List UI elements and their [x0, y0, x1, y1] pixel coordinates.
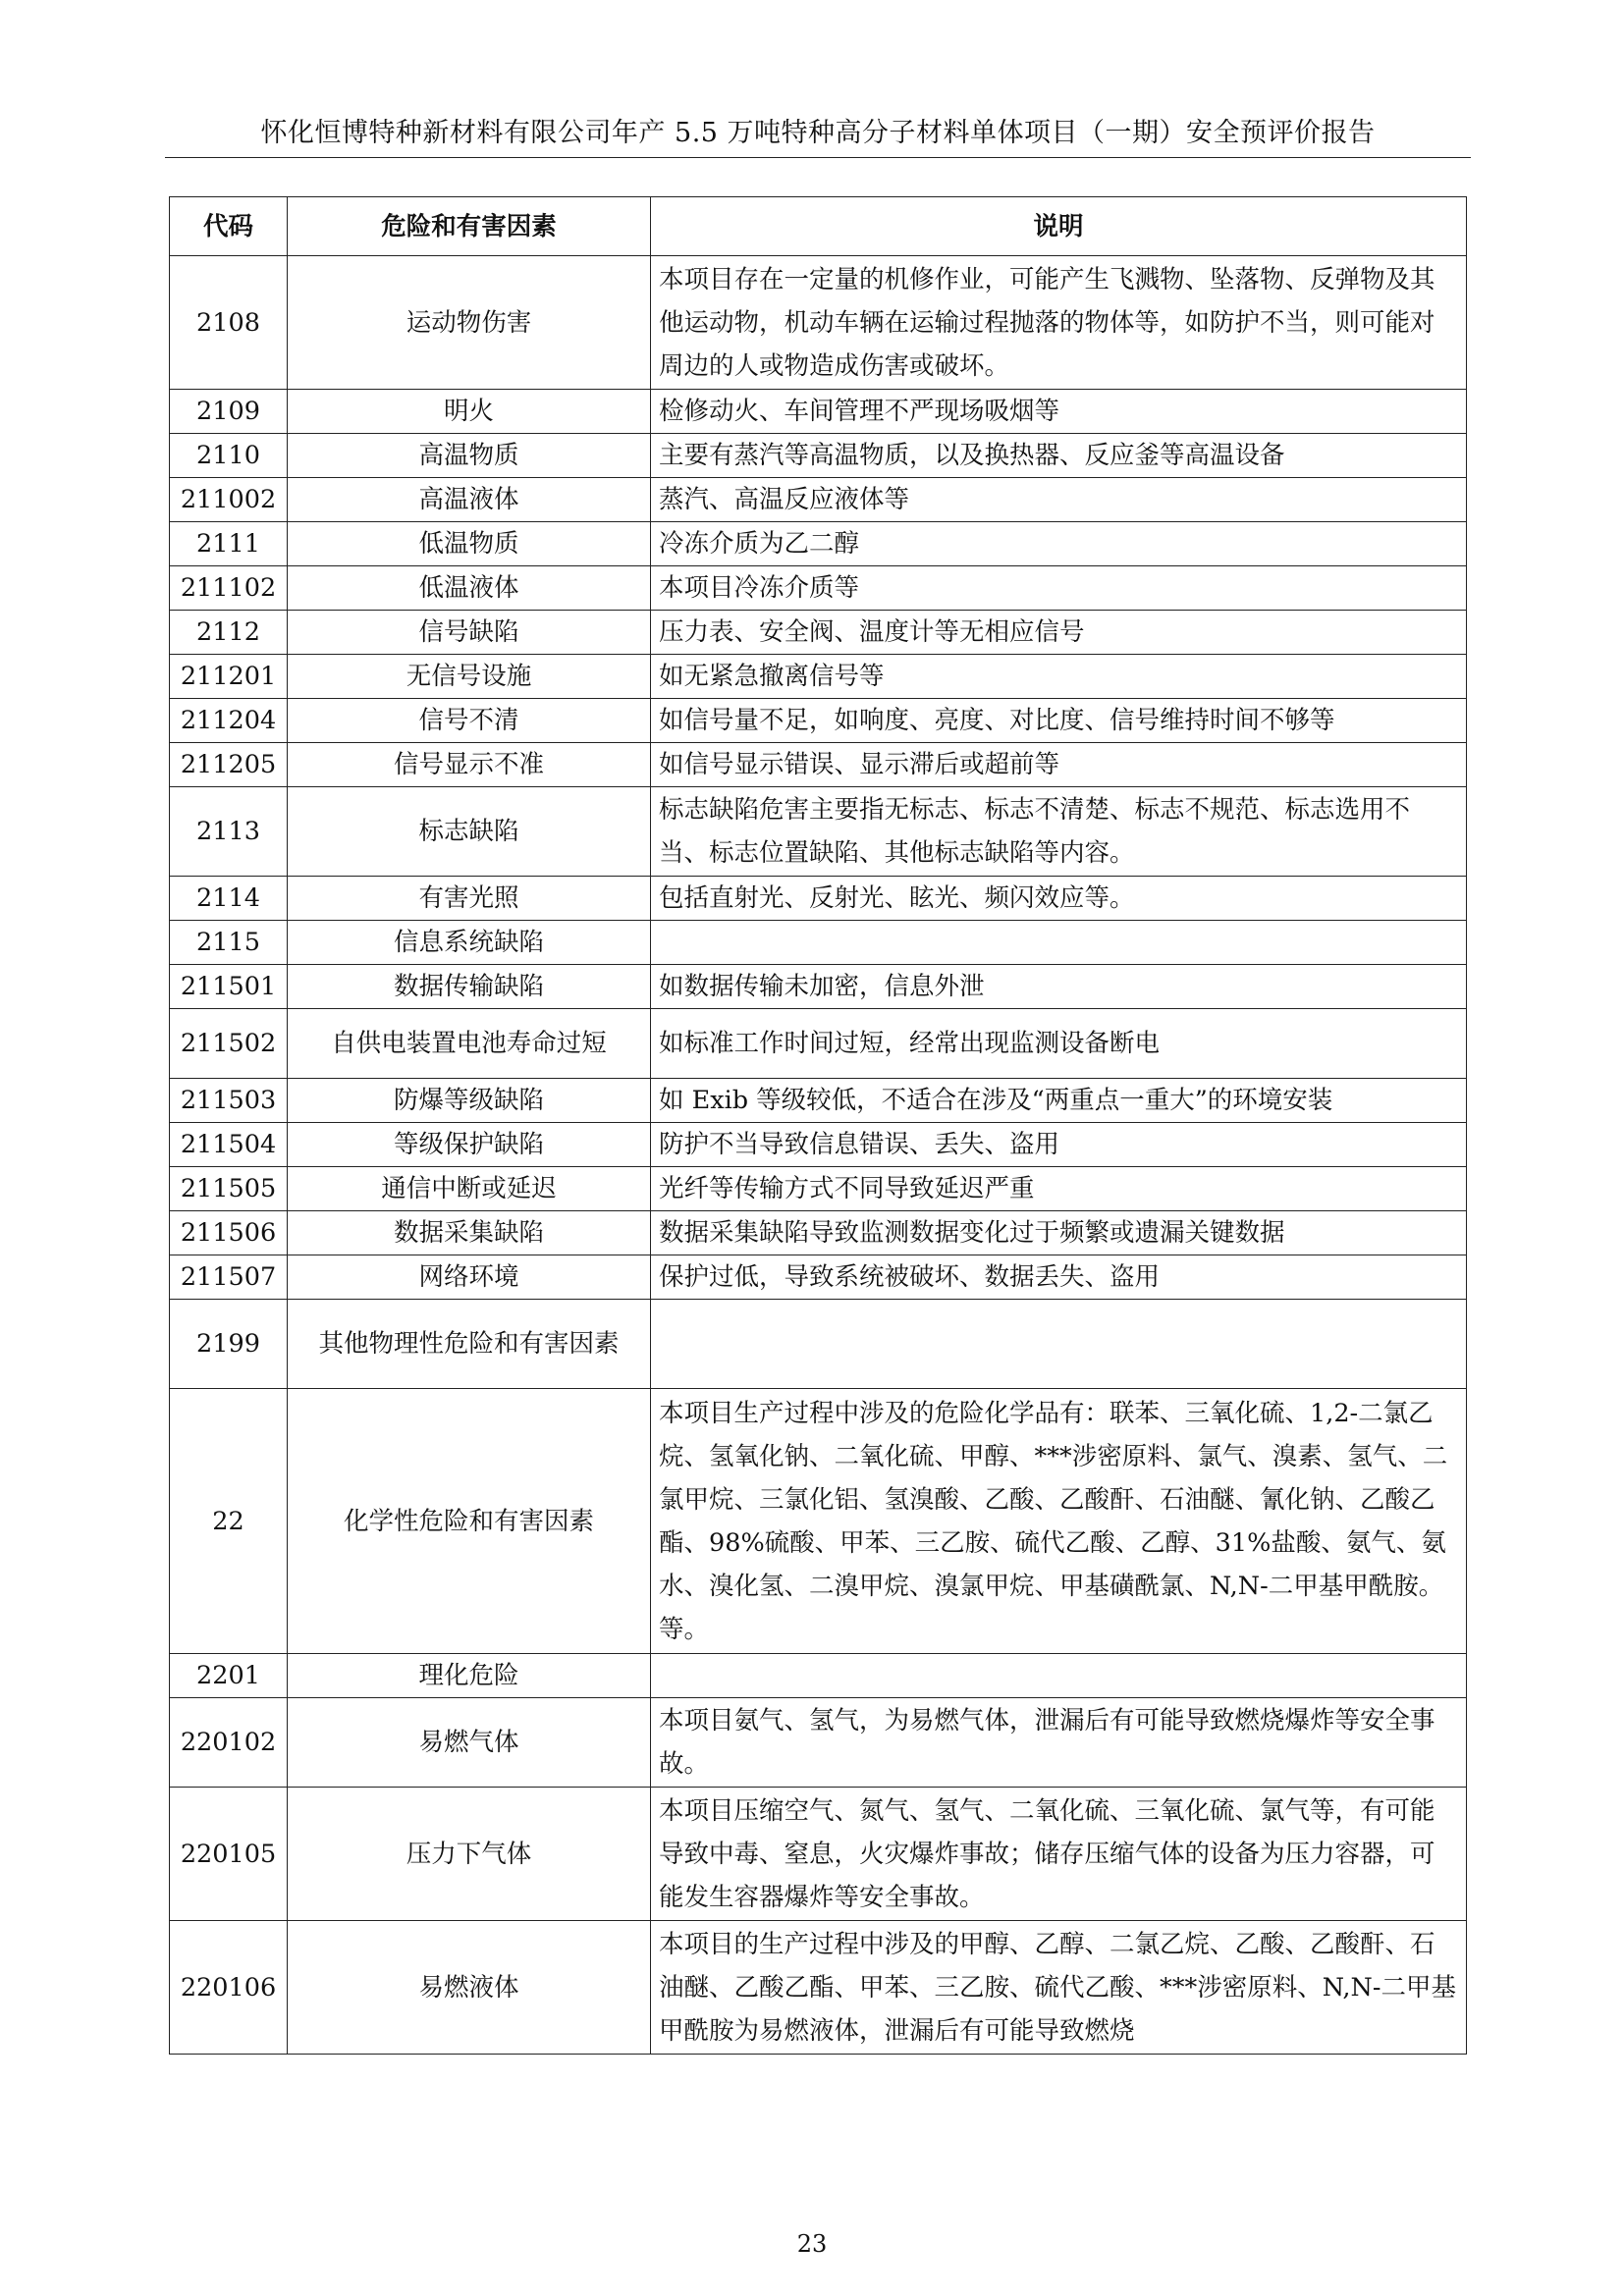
cell-code: 220105	[170, 1788, 288, 1921]
cell-factor: 信号不清	[288, 699, 651, 743]
table-row	[170, 1255, 1467, 1300]
cell-code: 211205	[170, 743, 288, 787]
cell-description: 主要有蒸汽等高温物质，以及换热器、反应釜等高温设备	[651, 434, 1467, 478]
cell-code: 2115	[170, 921, 288, 965]
table-row	[170, 877, 1467, 921]
cell-code: 211507	[170, 1255, 288, 1300]
cell-factor: 通信中断或延迟	[288, 1167, 651, 1211]
table-row	[170, 611, 1467, 655]
cell-factor: 高温物质	[288, 434, 651, 478]
hazard-table	[169, 196, 1467, 2055]
cell-code: 211204	[170, 699, 288, 743]
cell-description: 防护不当导致信息错误、丢失、盗用	[651, 1123, 1467, 1167]
cell-factor: 等级保护缺陷	[288, 1123, 651, 1167]
table-row	[170, 1123, 1467, 1167]
table-row	[170, 256, 1467, 390]
cell-code: 2199	[170, 1300, 288, 1389]
cell-description: 如信号量不足，如响度、亮度、对比度、信号维持时间不够等	[651, 699, 1467, 743]
cell-code: 211506	[170, 1211, 288, 1255]
cell-code: 211002	[170, 478, 288, 522]
cell-factor: 低温液体	[288, 566, 651, 611]
cell-description	[651, 1654, 1467, 1698]
cell-factor: 防爆等级缺陷	[288, 1079, 651, 1123]
cell-code: 2113	[170, 787, 288, 877]
table-row	[170, 1009, 1467, 1079]
table-row	[170, 699, 1467, 743]
cell-description	[651, 1300, 1467, 1389]
cell-code: 2108	[170, 256, 288, 390]
cell-description: 包括直射光、反射光、眩光、频闪效应等。	[651, 877, 1467, 921]
table-row	[170, 1167, 1467, 1211]
table-row	[170, 965, 1467, 1009]
cell-code: 2201	[170, 1654, 288, 1698]
cell-description: 本项目冷冻介质等	[651, 566, 1467, 611]
table-row	[170, 434, 1467, 478]
cell-description: 检修动火、车间管理不严现场吸烟等	[651, 390, 1467, 434]
cell-factor: 理化危险	[288, 1654, 651, 1698]
cell-factor: 有害光照	[288, 877, 651, 921]
cell-description: 标志缺陷危害主要指无标志、标志不清楚、标志不规范、标志选用不当、标志位置缺陷、其他标志缺陷等内容。	[651, 787, 1467, 877]
cell-factor: 数据传输缺陷	[288, 965, 651, 1009]
cell-description: 如信号显示错误、显示滞后或超前等	[651, 743, 1467, 787]
cell-description: 冷冻介质为乙二醇	[651, 522, 1467, 566]
cell-code: 211505	[170, 1167, 288, 1211]
cell-code: 211201	[170, 655, 288, 699]
cell-code: 211102	[170, 566, 288, 611]
table-row	[170, 566, 1467, 611]
cell-code: 211504	[170, 1123, 288, 1167]
cell-factor: 高温液体	[288, 478, 651, 522]
cell-code: 211501	[170, 965, 288, 1009]
cell-factor: 易燃液体	[288, 1921, 651, 2055]
cell-factor: 信息系统缺陷	[288, 921, 651, 965]
cell-factor: 无信号设施	[288, 655, 651, 699]
page-number: 23	[796, 2230, 828, 2258]
cell-code: 2110	[170, 434, 288, 478]
page-header: 怀化恒博特种新材料有限公司年产 5.5 万吨特种高分子材料单体项目（一期）安全预评价报告	[165, 110, 1471, 158]
cell-factor: 压力下气体	[288, 1788, 651, 1921]
cell-description: 如标准工作时间过短，经常出现监测设备断电	[651, 1009, 1467, 1079]
table-row	[170, 1389, 1467, 1654]
cell-factor: 其他物理性危险和有害因素	[288, 1300, 651, 1389]
cell-factor: 自供电装置电池寿命过短	[288, 1009, 651, 1079]
table-row	[170, 522, 1467, 566]
cell-code: 2109	[170, 390, 288, 434]
cell-description: 本项目氨气、氢气，为易燃气体，泄漏后有可能导致燃烧爆炸等安全事故。	[651, 1698, 1467, 1788]
cell-code: 2111	[170, 522, 288, 566]
table-header-row	[170, 197, 1467, 256]
table-row	[170, 1654, 1467, 1698]
cell-description: 本项目的生产过程中涉及的甲醇、乙醇、二氯乙烷、乙酸、乙酸酐、石油醚、乙酸乙酯、甲苯、三乙胺、硫代乙酸、***涉密原料、N,N-二甲基甲酰胺为易燃液体，泄漏后有可能导致燃烧	[651, 1921, 1467, 2055]
cell-description: 光纤等传输方式不同导致延迟严重	[651, 1167, 1467, 1211]
table-row	[170, 655, 1467, 699]
column-header-factor: 危险和有害因素	[288, 197, 651, 256]
cell-factor: 标志缺陷	[288, 787, 651, 877]
table-row	[170, 1698, 1467, 1788]
column-header-description: 说明	[651, 197, 1467, 256]
cell-code: 220106	[170, 1921, 288, 2055]
table-row	[170, 787, 1467, 877]
table-row	[170, 1300, 1467, 1389]
table-row	[170, 390, 1467, 434]
cell-description: 保护过低，导致系统被破坏、数据丢失、盗用	[651, 1255, 1467, 1300]
cell-description: 本项目生产过程中涉及的危险化学品有：联苯、三氧化硫、1,2-二氯乙烷、氢氧化钠、二氧化硫、甲醇、***涉密原料、氯气、溴素、氢气、二氯甲烷、三氯化铝、氢溴酸、乙酸、乙酸酐、石油醚、氰化钠、乙酸乙酯、98%硫酸、甲苯、三乙胺、硫代乙酸、乙醇、31%盐酸、氨气、氨水、溴化氢、二溴甲烷、溴氯甲烷、甲基磺酰氯、N,N-二甲基甲酰胺。等。	[651, 1389, 1467, 1654]
cell-description: 如 Exib 等级较低，不适合在涉及“两重点一重大”的环境安装	[651, 1079, 1467, 1123]
table-row	[170, 1211, 1467, 1255]
cell-factor: 信号缺陷	[288, 611, 651, 655]
cell-code: 211502	[170, 1009, 288, 1079]
cell-description: 本项目存在一定量的机修作业，可能产生飞溅物、坠落物、反弹物及其他运动物，机动车辆在运输过程抛落的物体等，如防护不当，则可能对周边的人或物造成伤害或破坏。	[651, 256, 1467, 390]
cell-description: 如数据传输未加密，信息外泄	[651, 965, 1467, 1009]
cell-code: 211503	[170, 1079, 288, 1123]
cell-code: 2112	[170, 611, 288, 655]
table-row	[170, 1079, 1467, 1123]
cell-factor: 网络环境	[288, 1255, 651, 1300]
cell-factor: 明火	[288, 390, 651, 434]
cell-factor: 化学性危险和有害因素	[288, 1389, 651, 1654]
column-header-code: 代码	[170, 197, 288, 256]
cell-factor: 运动物伤害	[288, 256, 651, 390]
cell-description: 压力表、安全阀、温度计等无相应信号	[651, 611, 1467, 655]
cell-description	[651, 921, 1467, 965]
cell-factor: 易燃气体	[288, 1698, 651, 1788]
cell-factor: 低温物质	[288, 522, 651, 566]
cell-description: 如无紧急撤离信号等	[651, 655, 1467, 699]
table-row	[170, 1921, 1467, 2055]
cell-description: 数据采集缺陷导致监测数据变化过于频繁或遗漏关键数据	[651, 1211, 1467, 1255]
cell-factor: 数据采集缺陷	[288, 1211, 651, 1255]
table-row	[170, 921, 1467, 965]
table-row	[170, 1788, 1467, 1921]
cell-factor: 信号显示不准	[288, 743, 651, 787]
cell-code: 2114	[170, 877, 288, 921]
cell-description: 本项目压缩空气、氮气、氢气、二氧化硫、三氧化硫、氯气等，有可能导致中毒、窒息，火灾爆炸事故；储存压缩气体的设备为压力容器，可能发生容器爆炸等安全事故。	[651, 1788, 1467, 1921]
cell-code: 220102	[170, 1698, 288, 1788]
cell-description: 蒸汽、高温反应液体等	[651, 478, 1467, 522]
table-row	[170, 743, 1467, 787]
table-row	[170, 478, 1467, 522]
cell-code: 22	[170, 1389, 288, 1654]
